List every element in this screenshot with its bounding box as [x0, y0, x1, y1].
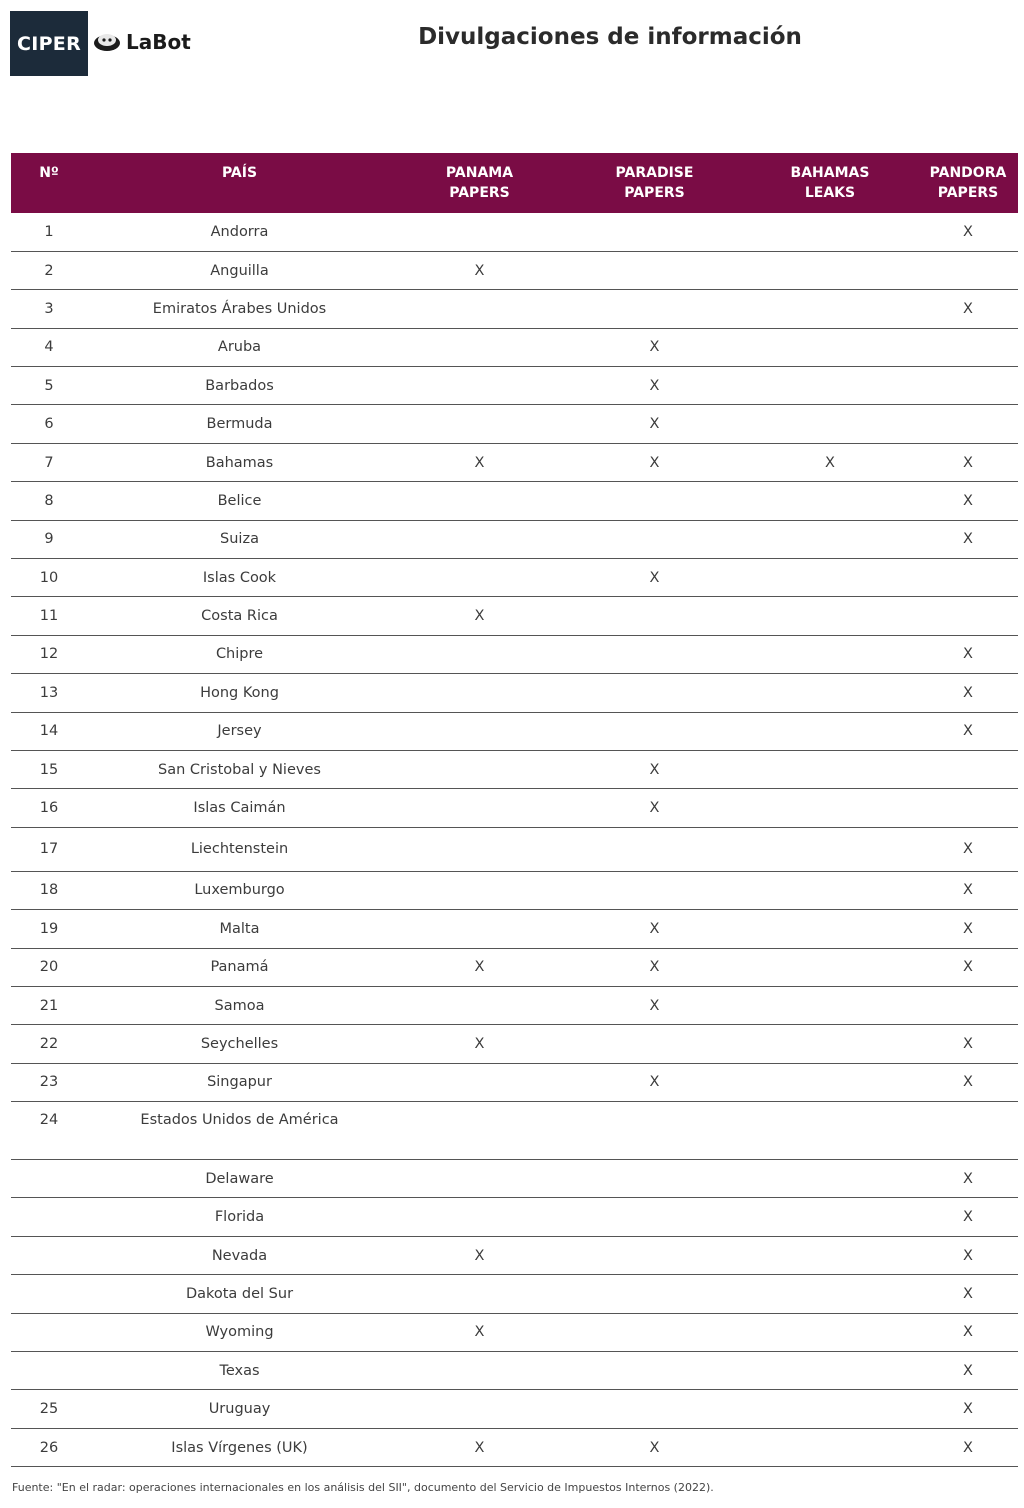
table-row: [11, 871, 1018, 909]
cell-num: 18: [11, 871, 87, 909]
cell-num: 24: [11, 1102, 87, 1160]
column-header-num-label: Nº: [39, 165, 59, 181]
cell-panama: X: [392, 443, 567, 481]
table-header-row: [11, 153, 1018, 213]
cell-pais: Dakota del Sur: [87, 1275, 392, 1313]
cell-num: [11, 1236, 87, 1274]
cell-num: 12: [11, 635, 87, 673]
table-header: [11, 153, 1018, 213]
cell-pandora: X: [918, 1313, 1018, 1351]
table-row: [11, 559, 1018, 597]
cell-pais: San Cristobal y Nieves: [87, 750, 392, 788]
cell-panama: [392, 789, 567, 827]
cell-num: 25: [11, 1390, 87, 1428]
cell-num: 22: [11, 1025, 87, 1063]
cell-paradise: X: [567, 367, 742, 405]
cell-pandora: X: [918, 827, 1018, 871]
cell-panama: [392, 827, 567, 871]
cell-pais: Islas Vírgenes (UK): [87, 1428, 392, 1466]
cell-num: [11, 1352, 87, 1390]
cell-paradise: [567, 1275, 742, 1313]
cell-pandora: X: [918, 213, 1018, 251]
cell-panama: X: [392, 1428, 567, 1466]
cell-pais: Panamá: [87, 948, 392, 986]
cell-paradise: [567, 674, 742, 712]
labot-logo[interactable]: [92, 26, 191, 58]
cell-pais: Estados Unidos de América: [87, 1102, 392, 1160]
cell-bahamas: [742, 1025, 918, 1063]
cell-panama: [392, 1160, 567, 1198]
cell-panama: [392, 1390, 567, 1428]
cell-num: 26: [11, 1428, 87, 1466]
cell-pandora: X: [918, 290, 1018, 328]
cell-paradise: X: [567, 559, 742, 597]
cell-panama: [392, 1275, 567, 1313]
column-header-bahamas-line2: LEAKS: [804, 185, 856, 201]
cell-panama: X: [392, 1025, 567, 1063]
cell-num: 7: [11, 443, 87, 481]
table-row: [11, 290, 1018, 328]
column-header-bahamas-leaks: [742, 153, 918, 213]
disclosures-table: [11, 153, 1018, 1467]
cell-panama: [392, 635, 567, 673]
source-note: Fuente: "En el radar: operaciones internacionales en los análisis del SII", documento del Servicio de Impuestos Internos (2022).: [12, 1481, 714, 1494]
table-row: [11, 1236, 1018, 1274]
cell-pais: Florida: [87, 1198, 392, 1236]
cell-pandora: X: [918, 1390, 1018, 1428]
cell-num: [11, 1160, 87, 1198]
cell-bahamas: [742, 789, 918, 827]
cell-pandora: X: [918, 1236, 1018, 1274]
cell-pandora: [918, 1102, 1018, 1160]
cell-paradise: X: [567, 789, 742, 827]
cell-bahamas: [742, 367, 918, 405]
table-row: [11, 328, 1018, 366]
labot-robot-icon: [92, 31, 122, 53]
cell-pandora: [918, 405, 1018, 443]
table-row: [11, 986, 1018, 1024]
cell-num: [11, 1275, 87, 1313]
cell-bahamas: [742, 1198, 918, 1236]
cell-num: 6: [11, 405, 87, 443]
cell-bahamas: [742, 1390, 918, 1428]
cell-pandora: [918, 251, 1018, 289]
cell-bahamas: [742, 328, 918, 366]
cell-panama: [392, 328, 567, 366]
cell-paradise: [567, 1102, 742, 1160]
cell-pais: Islas Cook: [87, 559, 392, 597]
cell-pais: Emiratos Árabes Unidos: [87, 290, 392, 328]
cell-panama: [392, 405, 567, 443]
table-row: [11, 674, 1018, 712]
table-row: [11, 1428, 1018, 1466]
cell-bahamas: [742, 827, 918, 871]
column-header-panama-papers: [392, 153, 567, 213]
cell-paradise: [567, 482, 742, 520]
cell-num: 9: [11, 520, 87, 558]
table-row: [11, 1352, 1018, 1390]
cell-paradise: X: [567, 405, 742, 443]
cell-num: [11, 1313, 87, 1351]
cell-pais: Anguilla: [87, 251, 392, 289]
cell-pais: Hong Kong: [87, 674, 392, 712]
cell-bahamas: [742, 405, 918, 443]
table-row: [11, 1160, 1018, 1198]
cell-pandora: X: [918, 635, 1018, 673]
cell-pais: Delaware: [87, 1160, 392, 1198]
table-row: [11, 213, 1018, 251]
table-row: [11, 1063, 1018, 1101]
column-header-pais: [87, 153, 392, 213]
cell-pais: Singapur: [87, 1063, 392, 1101]
cell-pais: Wyoming: [87, 1313, 392, 1351]
cell-paradise: [567, 712, 742, 750]
cell-pandora: [918, 597, 1018, 635]
cell-pandora: [918, 328, 1018, 366]
cell-panama: [392, 712, 567, 750]
cell-pais: Seychelles: [87, 1025, 392, 1063]
cell-paradise: [567, 871, 742, 909]
cell-bahamas: [742, 1352, 918, 1390]
cell-panama: [392, 871, 567, 909]
cell-pais: Costa Rica: [87, 597, 392, 635]
cell-bahamas: [742, 559, 918, 597]
cell-panama: [392, 290, 567, 328]
cell-pandora: X: [918, 443, 1018, 481]
cell-pandora: X: [918, 1428, 1018, 1466]
cell-num: 23: [11, 1063, 87, 1101]
cell-panama: X: [392, 251, 567, 289]
cell-num: 19: [11, 910, 87, 948]
cell-bahamas: [742, 520, 918, 558]
cell-num: 10: [11, 559, 87, 597]
cell-bahamas: [742, 871, 918, 909]
cell-num: 3: [11, 290, 87, 328]
table-row: [11, 750, 1018, 788]
cell-bahamas: [742, 1275, 918, 1313]
table-row: [11, 1390, 1018, 1428]
cell-num: 4: [11, 328, 87, 366]
cell-panama: X: [392, 948, 567, 986]
cell-pais: Suiza: [87, 520, 392, 558]
table-row: [11, 1313, 1018, 1351]
cell-pandora: X: [918, 1160, 1018, 1198]
table-row: [11, 482, 1018, 520]
table-row: [11, 1198, 1018, 1236]
cell-paradise: [567, 520, 742, 558]
cell-pais: Chipre: [87, 635, 392, 673]
cell-pandora: X: [918, 712, 1018, 750]
column-header-panama-line2: PAPERS: [449, 185, 510, 201]
cell-paradise: [567, 827, 742, 871]
cell-pandora: X: [918, 482, 1018, 520]
table-body: [11, 213, 1018, 1467]
cell-bahamas: [742, 674, 918, 712]
cell-bahamas: [742, 750, 918, 788]
table-row: [11, 1102, 1018, 1160]
cell-num: 1: [11, 213, 87, 251]
cell-pandora: X: [918, 948, 1018, 986]
cell-bahamas: [742, 251, 918, 289]
cell-bahamas: [742, 986, 918, 1024]
cell-panama: [392, 520, 567, 558]
cell-bahamas: [742, 712, 918, 750]
cell-paradise: X: [567, 443, 742, 481]
cell-paradise: [567, 1025, 742, 1063]
cell-bahamas: [742, 1313, 918, 1351]
cell-bahamas: [742, 910, 918, 948]
column-header-pais-label: PAÍS: [221, 165, 258, 181]
cell-panama: [392, 1063, 567, 1101]
cell-panama: X: [392, 1313, 567, 1351]
cell-paradise: X: [567, 328, 742, 366]
cell-paradise: [567, 251, 742, 289]
cell-bahamas: [742, 948, 918, 986]
table-row: [11, 367, 1018, 405]
cell-panama: X: [392, 597, 567, 635]
cell-num: 11: [11, 597, 87, 635]
cell-pandora: X: [918, 1063, 1018, 1101]
cell-paradise: X: [567, 1428, 742, 1466]
cell-num: 14: [11, 712, 87, 750]
cell-pais: Uruguay: [87, 1390, 392, 1428]
table-row: [11, 910, 1018, 948]
column-header-pandora-line2: PAPERS: [937, 185, 999, 201]
cell-panama: [392, 367, 567, 405]
cell-pais: Luxemburgo: [87, 871, 392, 909]
table-row: [11, 948, 1018, 986]
cell-panama: X: [392, 1236, 567, 1274]
cell-paradise: [567, 213, 742, 251]
cell-pandora: X: [918, 1198, 1018, 1236]
cell-pais: Aruba: [87, 328, 392, 366]
cell-bahamas: [742, 597, 918, 635]
column-header-bahamas-line1: BAHAMAS: [790, 165, 870, 181]
cell-bahamas: [742, 482, 918, 520]
cell-num: 17: [11, 827, 87, 871]
cell-bahamas: [742, 1428, 918, 1466]
cell-pais: Samoa: [87, 986, 392, 1024]
cell-num: 15: [11, 750, 87, 788]
cell-bahamas: [742, 1063, 918, 1101]
cell-pandora: X: [918, 1275, 1018, 1313]
cell-num: 2: [11, 251, 87, 289]
column-header-panama-line1: PANAMA: [445, 165, 514, 181]
cell-paradise: [567, 597, 742, 635]
cell-paradise: [567, 290, 742, 328]
table-row: [11, 712, 1018, 750]
table-row: [11, 1275, 1018, 1313]
cell-num: 8: [11, 482, 87, 520]
cell-paradise: X: [567, 750, 742, 788]
table-row: [11, 789, 1018, 827]
table-row: [11, 520, 1018, 558]
table-row: [11, 1025, 1018, 1063]
column-header-paradise-papers: [567, 153, 742, 213]
table-row: [11, 443, 1018, 481]
table-row: [11, 251, 1018, 289]
cell-paradise: [567, 1352, 742, 1390]
cell-paradise: X: [567, 1063, 742, 1101]
column-header-pandora-papers: [918, 153, 1018, 213]
table-row: [11, 405, 1018, 443]
cell-pais: Barbados: [87, 367, 392, 405]
cell-paradise: [567, 1236, 742, 1274]
cell-panama: [392, 986, 567, 1024]
cell-bahamas: [742, 213, 918, 251]
cell-bahamas: [742, 1102, 918, 1160]
cell-pais: Jersey: [87, 712, 392, 750]
column-header-paradise-line1: PARADISE: [615, 165, 694, 181]
cell-pandora: [918, 986, 1018, 1024]
cell-pandora: X: [918, 1352, 1018, 1390]
cell-pandora: X: [918, 1025, 1018, 1063]
table-row: [11, 635, 1018, 673]
cell-paradise: X: [567, 910, 742, 948]
cell-bahamas: [742, 290, 918, 328]
cell-pandora: [918, 559, 1018, 597]
cell-pais: Bahamas: [87, 443, 392, 481]
cell-panama: [392, 750, 567, 788]
cell-paradise: [567, 1390, 742, 1428]
cell-paradise: [567, 1313, 742, 1351]
cell-pais: Andorra: [87, 213, 392, 251]
cell-bahamas: [742, 1160, 918, 1198]
cell-bahamas: X: [742, 443, 918, 481]
cell-pandora: X: [918, 871, 1018, 909]
cell-pandora: [918, 789, 1018, 827]
cell-num: 20: [11, 948, 87, 986]
cell-pais: Liechtenstein: [87, 827, 392, 871]
cell-pandora: [918, 367, 1018, 405]
cell-paradise: X: [567, 948, 742, 986]
cell-pandora: X: [918, 910, 1018, 948]
cell-paradise: [567, 635, 742, 673]
cell-panama: [392, 910, 567, 948]
cell-bahamas: [742, 635, 918, 673]
cell-paradise: [567, 1198, 742, 1236]
cell-num: 5: [11, 367, 87, 405]
cell-bahamas: [742, 1236, 918, 1274]
cell-panama: [392, 1102, 567, 1160]
cell-pais: Malta: [87, 910, 392, 948]
page-title: Divulgaciones de información: [418, 24, 802, 50]
cell-pandora: X: [918, 520, 1018, 558]
cell-panama: [392, 1352, 567, 1390]
ciper-logo-text: CIPER: [16, 32, 82, 55]
cell-num: [11, 1198, 87, 1236]
cell-paradise: X: [567, 986, 742, 1024]
cell-panama: [392, 674, 567, 712]
cell-panama: [392, 482, 567, 520]
table-row: [11, 597, 1018, 635]
cell-num: 16: [11, 789, 87, 827]
cell-panama: [392, 559, 567, 597]
table-row: [11, 827, 1018, 871]
cell-panama: [392, 1198, 567, 1236]
column-header-paradise-line2: PAPERS: [624, 185, 685, 201]
disclosures-table-container: [11, 153, 1018, 1467]
column-header-num: [11, 153, 87, 213]
cell-pandora: X: [918, 674, 1018, 712]
cell-pandora: [918, 750, 1018, 788]
cell-num: 13: [11, 674, 87, 712]
cell-panama: [392, 213, 567, 251]
cell-pais: Bermuda: [87, 405, 392, 443]
cell-pais: Nevada: [87, 1236, 392, 1274]
cell-pais: Texas: [87, 1352, 392, 1390]
labot-logo-text: LaBot: [126, 30, 191, 54]
cell-pais: Islas Caimán: [87, 789, 392, 827]
column-header-pandora-line1: PANDORA: [929, 165, 1007, 181]
cell-pais: Belice: [87, 482, 392, 520]
cell-num: 21: [11, 986, 87, 1024]
ciper-logo[interactable]: [10, 11, 88, 76]
cell-paradise: [567, 1160, 742, 1198]
